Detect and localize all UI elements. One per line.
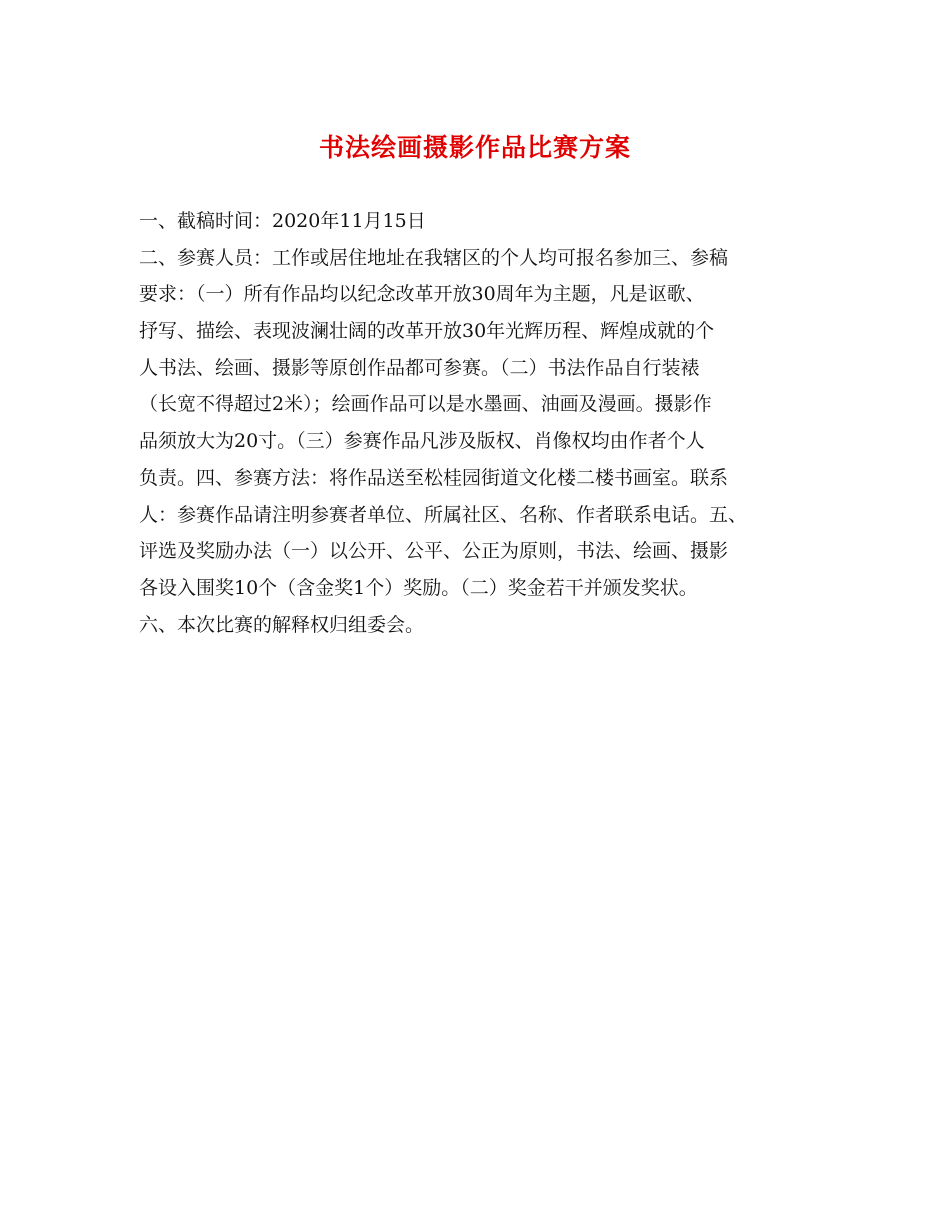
body-line: 抒写、描绘、表现波澜壮阔的改革开放30年光辉历程、辉煌成就的个 <box>139 320 715 343</box>
body-line: 一、截稿时间：2020年11月15日 <box>139 210 426 232</box>
body-line: 二、参赛人员：工作或居住地址在我辖区的个人均可报名参加三、参稿 <box>139 246 729 269</box>
body-line: 六、本次比赛的解释权归组委会。 <box>139 613 425 636</box>
body-line: 品须放大为20寸。（三）参赛作品凡涉及版权、肖像权均由作者个人 <box>139 430 705 453</box>
body-line: 人书法、绘画、摄影等原创作品都可参赛。（二）书法作品自行装裱 <box>139 356 700 379</box>
document-title: 书法绘画摄影作品比赛方案 <box>318 133 631 162</box>
body-line: 各设入围奖10个（含金奖1个）奖励。（二）奖金若干并颁发奖状。 <box>139 576 698 599</box>
document-body <box>139 203 839 643</box>
body-line: （长宽不得超过2米）；绘画作品可以是水墨画、油画及漫画。摄影作 <box>139 393 712 416</box>
body-line: 负责。四、参赛方法：将作品送至松桂园街道文化楼二楼书画室。联系 <box>139 466 729 489</box>
body-line: 评选及奖励办法（一）以公开、公平、公正为原则，书法、绘画、摄影 <box>139 540 729 563</box>
body-line: 人：参赛作品请注明参赛者单位、所属社区、名称、作者联系电话。五、 <box>139 503 748 526</box>
body-line: 要求：（一）所有作品均以纪念改革开放30周年为主题，凡是讴歌、 <box>139 283 705 306</box>
